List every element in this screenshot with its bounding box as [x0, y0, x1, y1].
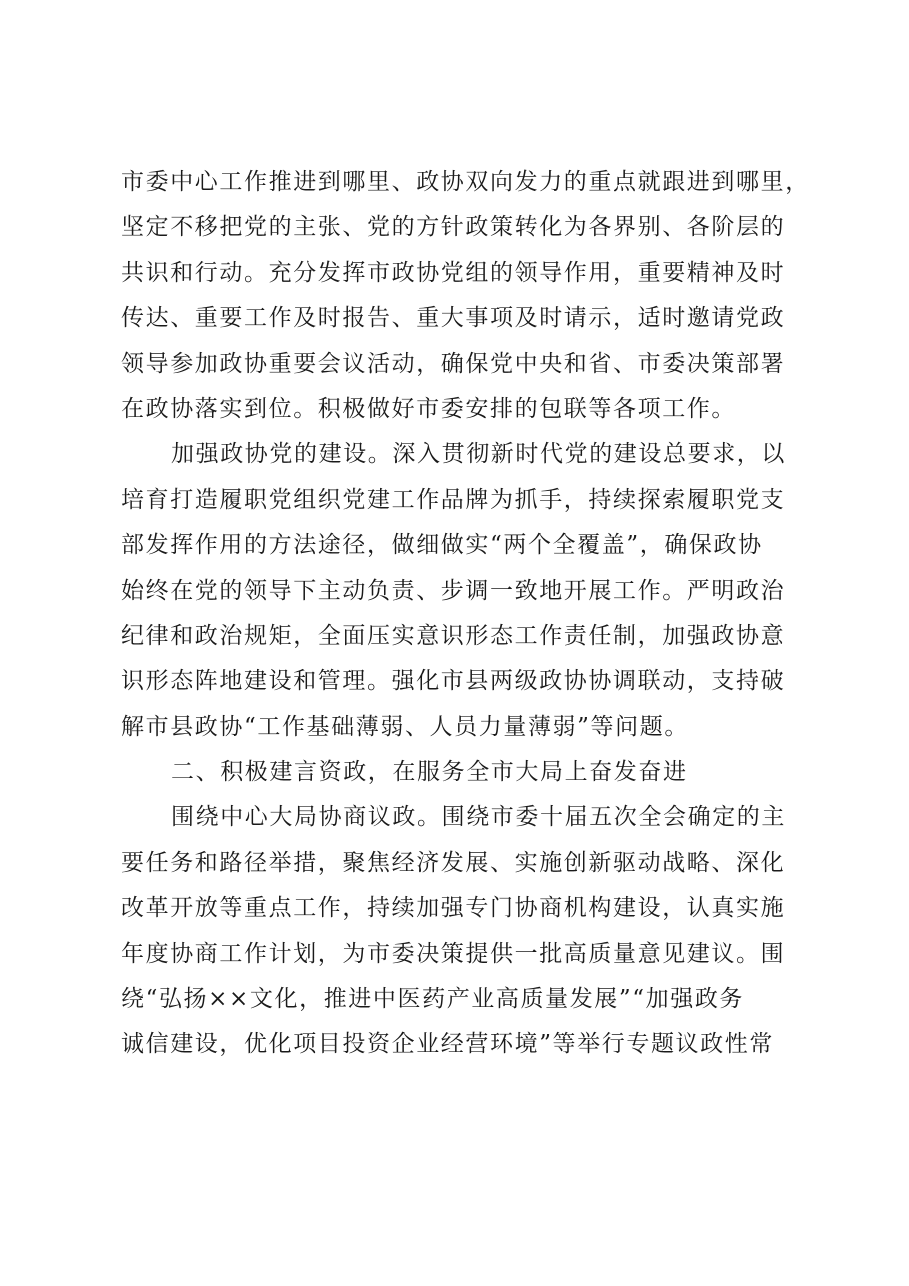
text-line: 绕“弘扬××文化，推进中医药产业高质量发展”“加强政务 [121, 986, 745, 1013]
text-line: 市委中心工作推进到哪里、政协双向发力的重点就跟进到哪里， [121, 169, 810, 195]
text-line: 年度协商工作计划，为市委决策提供一批高质量意见建议。围 [121, 940, 786, 967]
text-line: 培育打造履职党组织党建工作品牌为抓手，持续探索履职党支 [121, 486, 786, 513]
text-line: 部发挥作用的方法途径，做细做实“两个全覆盖”，确保政协 [121, 532, 763, 559]
text-line: 始终在党的领导下主动负责、步调一致地开展工作。严明政治 [121, 577, 786, 604]
text-line: 诚信建设，优化项目投资企业经营环境”等举行专题议政性常 [121, 1031, 774, 1058]
paragraph-start-line: 围绕中心大局协商议政。围绕市委十届五次全会确定的主 [171, 804, 786, 831]
text-line: 在政协落实到位。积极做好市委安排的包联等各项工作。 [121, 395, 736, 422]
text-line: 纪律和政治规矩，全面压实意识形态工作责任制，加强政协意 [121, 622, 786, 649]
text-line: 共识和行动。充分发挥市政协党组的领导作用，重要精神及时 [121, 259, 786, 286]
text-line: 要任务和路径举措，聚焦经济发展、实施创新驱动战略、深化 [121, 849, 786, 876]
section-heading: 二、积极建言资政，在服务全市大局上奋发奋进 [171, 759, 688, 786]
text-line: 领导参加政协重要会议活动，确保党中央和省、市委决策部署 [121, 350, 786, 377]
text-line: 解市县政协“工作基础薄弱、人员力量薄弱”等问题。 [121, 713, 689, 740]
text-line: 传达、重要工作及时报告、重大事项及时请示，适时邀请党政 [121, 305, 786, 332]
text-line: 识形态阵地建设和管理。强化市县两级政协协调联动，支持破 [121, 668, 786, 695]
text-line: 坚定不移把党的主张、党的方针政策转化为各界别、各阶层的 [121, 214, 786, 241]
paragraph-start-line: 加强政协党的建设。深入贯彻新时代党的建设总要求，以 [171, 441, 786, 468]
text-line: 改革开放等重点工作，持续加强专门协商机构建设，认真实施 [121, 895, 786, 922]
document-body [121, 160, 810, 1068]
